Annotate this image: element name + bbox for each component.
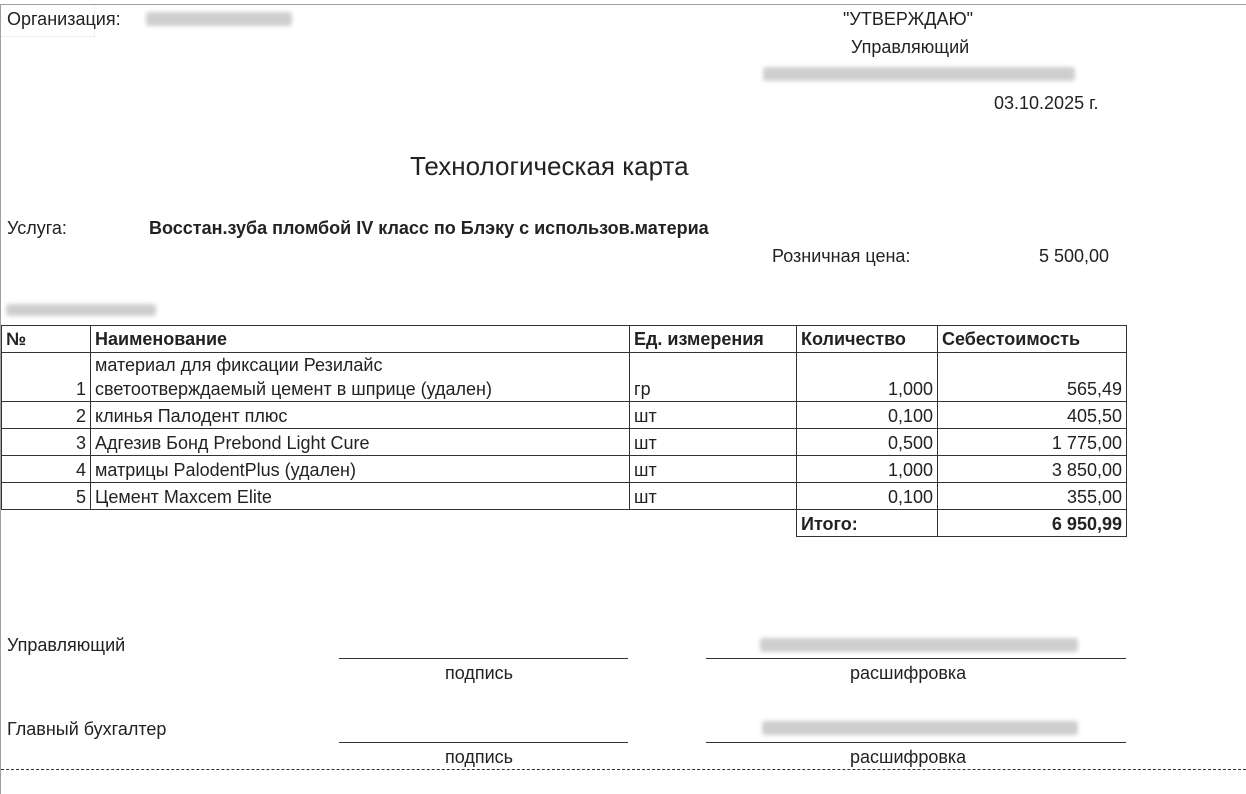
table-header-row bbox=[2, 326, 1127, 353]
approve-title: "УТВЕРЖДАЮ" bbox=[843, 9, 974, 29]
retail-price-label: Розничная цена: bbox=[772, 246, 911, 266]
row-name-line2: светоотверждаемый цемент в шприце (удален) bbox=[95, 379, 492, 399]
total-row bbox=[2, 510, 1127, 537]
row-name: Адгезив Бонд Prebond Light Cure bbox=[91, 429, 630, 456]
sign-caption-manager: подпись bbox=[445, 663, 514, 683]
signature-line-accountant bbox=[339, 742, 628, 743]
org-name-redacted bbox=[146, 12, 292, 26]
manager-name-redacted bbox=[760, 638, 1078, 652]
row-qty: 0,100 bbox=[797, 402, 938, 429]
row-cost: 405,50 bbox=[938, 402, 1127, 429]
row-qty: 0,100 bbox=[797, 483, 938, 510]
row-unit: шт bbox=[630, 483, 797, 510]
materials-table bbox=[1, 325, 1127, 537]
table-row bbox=[2, 402, 1127, 429]
table-row bbox=[2, 456, 1127, 483]
retail-price-value: 5 500,00 bbox=[1039, 246, 1110, 266]
signature-role-accountant: Главный бухгалтер bbox=[7, 719, 167, 739]
row-name bbox=[91, 353, 630, 402]
col-number: № bbox=[2, 326, 91, 353]
approver-name-redacted bbox=[763, 67, 1075, 81]
row-name-line1: материал для фиксации Резилайс bbox=[95, 355, 383, 375]
approve-position: Управляющий bbox=[851, 37, 970, 57]
row-unit: шт bbox=[630, 429, 797, 456]
row-cost: 565,49 bbox=[938, 353, 1127, 402]
decode-caption-accountant: расшифровка bbox=[850, 747, 967, 767]
row-number: 1 bbox=[2, 353, 91, 402]
signature-role-manager: Управляющий bbox=[7, 635, 126, 655]
col-cost: Себестоимость bbox=[938, 326, 1127, 353]
row-qty: 1,000 bbox=[797, 456, 938, 483]
table-row bbox=[2, 429, 1127, 456]
decode-line-accountant bbox=[706, 742, 1126, 743]
col-name: Наименование bbox=[91, 326, 630, 353]
decode-line-manager bbox=[706, 658, 1126, 659]
col-qty: Количество bbox=[797, 326, 938, 353]
accountant-name-redacted bbox=[762, 721, 1078, 735]
row-unit: шт bbox=[630, 402, 797, 429]
page-border-top bbox=[0, 4, 1246, 5]
row-number: 2 bbox=[2, 402, 91, 429]
page-break-line bbox=[1, 769, 1246, 770]
total-label: Итого: bbox=[797, 510, 938, 537]
row-cost: 1 775,00 bbox=[938, 429, 1127, 456]
table-row bbox=[2, 353, 1127, 402]
supplier-name-redacted bbox=[6, 304, 156, 316]
signature-line-manager bbox=[339, 658, 628, 659]
total-value: 6 950,99 bbox=[938, 510, 1127, 537]
decode-caption-manager: расшифровка bbox=[850, 663, 967, 683]
approve-date: 03.10.2025 г. bbox=[994, 93, 1099, 113]
row-qty: 0,500 bbox=[797, 429, 938, 456]
row-unit: гр bbox=[630, 353, 797, 402]
total-spacer bbox=[2, 510, 797, 537]
row-name: клинья Палодент плюс bbox=[91, 402, 630, 429]
row-unit: шт bbox=[630, 456, 797, 483]
col-unit: Ед. измерения bbox=[630, 326, 797, 353]
row-number: 3 bbox=[2, 429, 91, 456]
page-title: Технологическая карта bbox=[410, 151, 689, 181]
service-label: Услуга: bbox=[7, 218, 67, 238]
row-cost: 355,00 bbox=[938, 483, 1127, 510]
org-label: Организация: bbox=[7, 9, 121, 29]
row-name: Цемент Maxcem Elite bbox=[91, 483, 630, 510]
service-name: Восстан.зуба пломбой IV класс по Блэку с использов.материа bbox=[149, 218, 709, 238]
row-name: матрицы PalodentPlus (удален) bbox=[91, 456, 630, 483]
row-cost: 3 850,00 bbox=[938, 456, 1127, 483]
row-number: 5 bbox=[2, 483, 91, 510]
sign-caption-accountant: подпись bbox=[445, 747, 514, 767]
table-row bbox=[2, 483, 1127, 510]
row-qty: 1,000 bbox=[797, 353, 938, 402]
row-number: 4 bbox=[2, 456, 91, 483]
